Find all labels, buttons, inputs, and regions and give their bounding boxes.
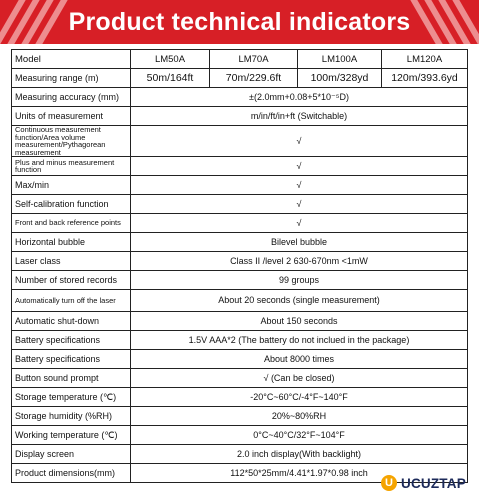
header-model: LM100A	[298, 50, 382, 69]
table-row	[12, 331, 468, 350]
table-row	[12, 445, 468, 464]
table-row	[12, 88, 468, 107]
range-value: 70m/229.6ft	[210, 69, 298, 88]
row-value: Bilevel bubble	[131, 233, 468, 252]
row-value: 1.5V AAA*2 (The battery do not inclued in the package)	[131, 331, 468, 350]
header-model: LM50A	[131, 50, 210, 69]
range-value: 50m/164ft	[131, 69, 210, 88]
header-model: LM70A	[210, 50, 298, 69]
table-row	[12, 214, 468, 233]
row-value: -20°C~60°C/-4°F~140°F	[131, 388, 468, 407]
row-value: About 150 seconds	[131, 312, 468, 331]
row-value: m/in/ft/in+ft (Switchable)	[131, 107, 468, 126]
row-value: √ (Can be closed)	[131, 369, 468, 388]
row-value: About 8000 times	[131, 350, 468, 369]
row-value: 112*50*25mm/4.41*1.97*0.98 inch	[131, 464, 468, 483]
row-label: Working temperature (℃)	[12, 426, 131, 445]
table-row	[12, 350, 468, 369]
row-label: Laser class	[12, 252, 131, 271]
table-row	[12, 312, 468, 331]
table-row	[12, 369, 468, 388]
u-logo-icon: U	[381, 475, 397, 491]
row-label: Continuous measurement function/Area volume measurement/Pythagorean measurement	[12, 126, 131, 157]
row-value: √	[131, 157, 468, 176]
header-model-label: Model	[12, 50, 131, 69]
spec-table	[11, 49, 468, 483]
row-label: Storage humidity (%RH)	[12, 407, 131, 426]
row-value: √	[131, 126, 468, 157]
row-label: Storage temperature (℃)	[12, 388, 131, 407]
row-label: Measuring range (m)	[12, 69, 131, 88]
table-row	[12, 157, 468, 176]
row-value: 99 groups	[131, 271, 468, 290]
row-label: Button sound prompt	[12, 369, 131, 388]
row-label: Front and back reference points	[12, 214, 131, 233]
table-row	[12, 407, 468, 426]
header-model: LM120A	[382, 50, 468, 69]
table-row	[12, 69, 468, 88]
row-value: √	[131, 214, 468, 233]
table-row	[12, 252, 468, 271]
row-value: 0°C~40°C/32°F~104°F	[131, 426, 468, 445]
row-label: Max/min	[12, 176, 131, 195]
row-label: Units of measurement	[12, 107, 131, 126]
table-row	[12, 271, 468, 290]
table-row	[12, 290, 468, 312]
row-label: Battery specifications	[12, 331, 131, 350]
row-value: Class II /level 2 630-670nm <1mW	[131, 252, 468, 271]
watermark-logo	[381, 472, 479, 494]
watermark-text: UCUZTAP	[401, 475, 466, 491]
table-row	[12, 388, 468, 407]
row-value: 2.0 inch display(With backlight)	[131, 445, 468, 464]
row-value: √	[131, 195, 468, 214]
table-row	[12, 126, 468, 157]
table-row	[12, 195, 468, 214]
table-row	[12, 107, 468, 126]
row-value: √	[131, 176, 468, 195]
title-banner	[0, 0, 479, 44]
range-value: 120m/393.6yd	[382, 69, 468, 88]
row-label: Measuring accuracy (mm)	[12, 88, 131, 107]
row-label: Display screen	[12, 445, 131, 464]
row-label: Battery specifications	[12, 350, 131, 369]
row-label: Number of stored records	[12, 271, 131, 290]
row-label: Product dimensions(mm)	[12, 464, 131, 483]
row-label: Plus and minus measurement function	[12, 157, 131, 176]
row-value: 20%~80%RH	[131, 407, 468, 426]
table-row	[12, 176, 468, 195]
table-row	[12, 426, 468, 445]
row-label: Horizontal bubble	[12, 233, 131, 252]
row-label: Automatic shut-down	[12, 312, 131, 331]
row-value: About 20 seconds (single measurement)	[131, 290, 468, 312]
table-header-row	[12, 50, 468, 69]
row-label: Self-calibration function	[12, 195, 131, 214]
range-value: 100m/328yd	[298, 69, 382, 88]
row-label: Automatically turn off the laser	[12, 290, 131, 312]
table-row	[12, 233, 468, 252]
page-title: Product technical indicators	[68, 8, 411, 36]
row-value: ±(2.0mm+0.08+5*10⁻⁵D)	[131, 88, 468, 107]
